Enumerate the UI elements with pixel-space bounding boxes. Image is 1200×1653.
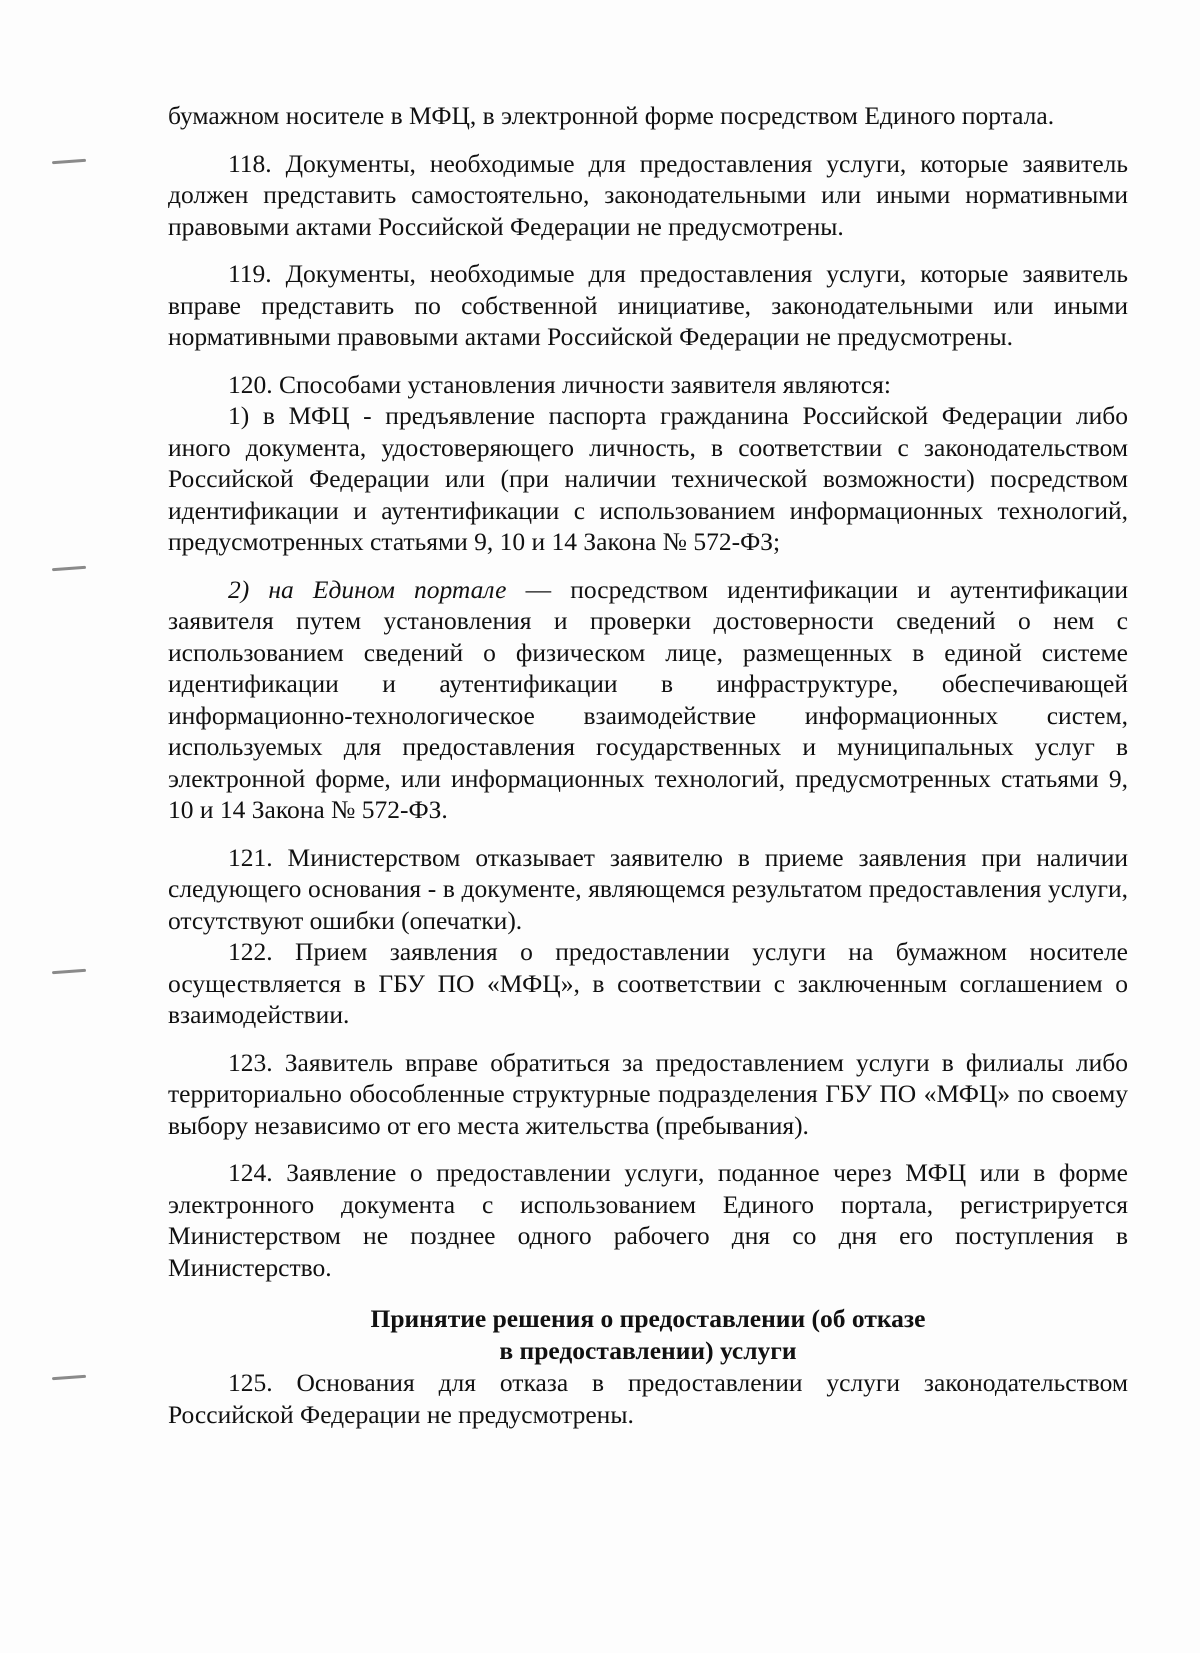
section-heading <box>168 1303 1128 1367</box>
paragraph-124: 124. Заявление о предоставлении услуги, поданное через МФЦ или в форме электронного документа с использованием Единого портала, регистрируется Министерством не позднее одного рабочего дня со дня его поступления в Министерство. <box>168 1158 1128 1282</box>
section-heading-line-2: в предоставлении) услуги <box>499 1336 797 1365</box>
paragraph-122: 122. Прием заявления о предоставлении услуги на бумажном носителе осуществляется в ГБУ ПО «МФЦ», в соответствии с заключенным соглашением о взаимодействии. <box>168 937 1128 1029</box>
document-body <box>168 100 1128 1430</box>
paragraph-120: 120. Способами установления личности заявителя являются: <box>228 369 891 399</box>
paragraph-121: 121. Министерством отказывает заявителю в приеме заявления при наличии следующего основания - в документе, являющемся результатом предоставления услуги, отсутствуют ошибки (опечатки). <box>168 842 1128 935</box>
punch-hole-mark <box>52 1375 86 1380</box>
paragraph-123: 123. Заявитель вправе обратиться за предоставлением услуги в филиалы либо территориально обособленные структурные подразделения ГБУ ПО «МФЦ» по своему выбору независимо от его места жительства (пребывания). <box>168 1047 1128 1140</box>
punch-hole-mark <box>52 566 86 571</box>
item-2-text: — посредством идентификации и аутентификации заявителя путем установления и проверки достоверности сведений о нем с использованием сведений о физическом лице, размещенных в единой системе идентификации и аутентификации в инфраструктуре, обеспечивающей информационно-технологическое взаимодействие информационных систем, используемых для предоставления государственных и муниципальных услуг в электронной форме, или информационных технологий, предусмотренных статьями 9, 10 и 14 Закона № 572-ФЗ. <box>168 574 1128 824</box>
paragraph-118: 118. Документы, необходимые для предоставления услуги, которые заявитель должен представить самостоятельно, законодательными или иными нормативными правовыми актами Российской Федерации не предусмотрены. <box>168 148 1128 241</box>
punch-hole-mark <box>52 159 86 164</box>
paragraph-120-item-2 <box>168 574 1128 826</box>
paragraph-120-item-1: 1) в МФЦ - предъявление паспорта гражданина Российской Федерации либо иного документа, удостоверяющего личность, в соответствии с законодательством Российской Федерации или (при наличии технической возможности) посредством идентификации и аутентификации с использованием информационных технологий, предусмотренных статьями 9, 10 и 14 Закона № 572-ФЗ; <box>168 401 1128 556</box>
section-heading-line-1: Принятие решения о предоставлении (об отказе <box>370 1304 926 1333</box>
punch-hole-mark <box>52 969 86 974</box>
paragraph-125: 125. Основания для отказа в предоставлении услуги законодательством Российской Федерации не предусмотрены. <box>168 1368 1128 1429</box>
item-2-italic-lead: 2) на Едином портале <box>228 574 507 604</box>
paragraph-continuation: бумажном носителе в МФЦ, в электронной форме посредством Единого портала. <box>168 101 1055 130</box>
paragraph-119: 119. Документы, необходимые для предоставления услуги, которые заявитель вправе представить по собственной инициативе, законодательными или иными нормативными правовыми актами Российской Федерации не предусмотрены. <box>168 259 1128 351</box>
